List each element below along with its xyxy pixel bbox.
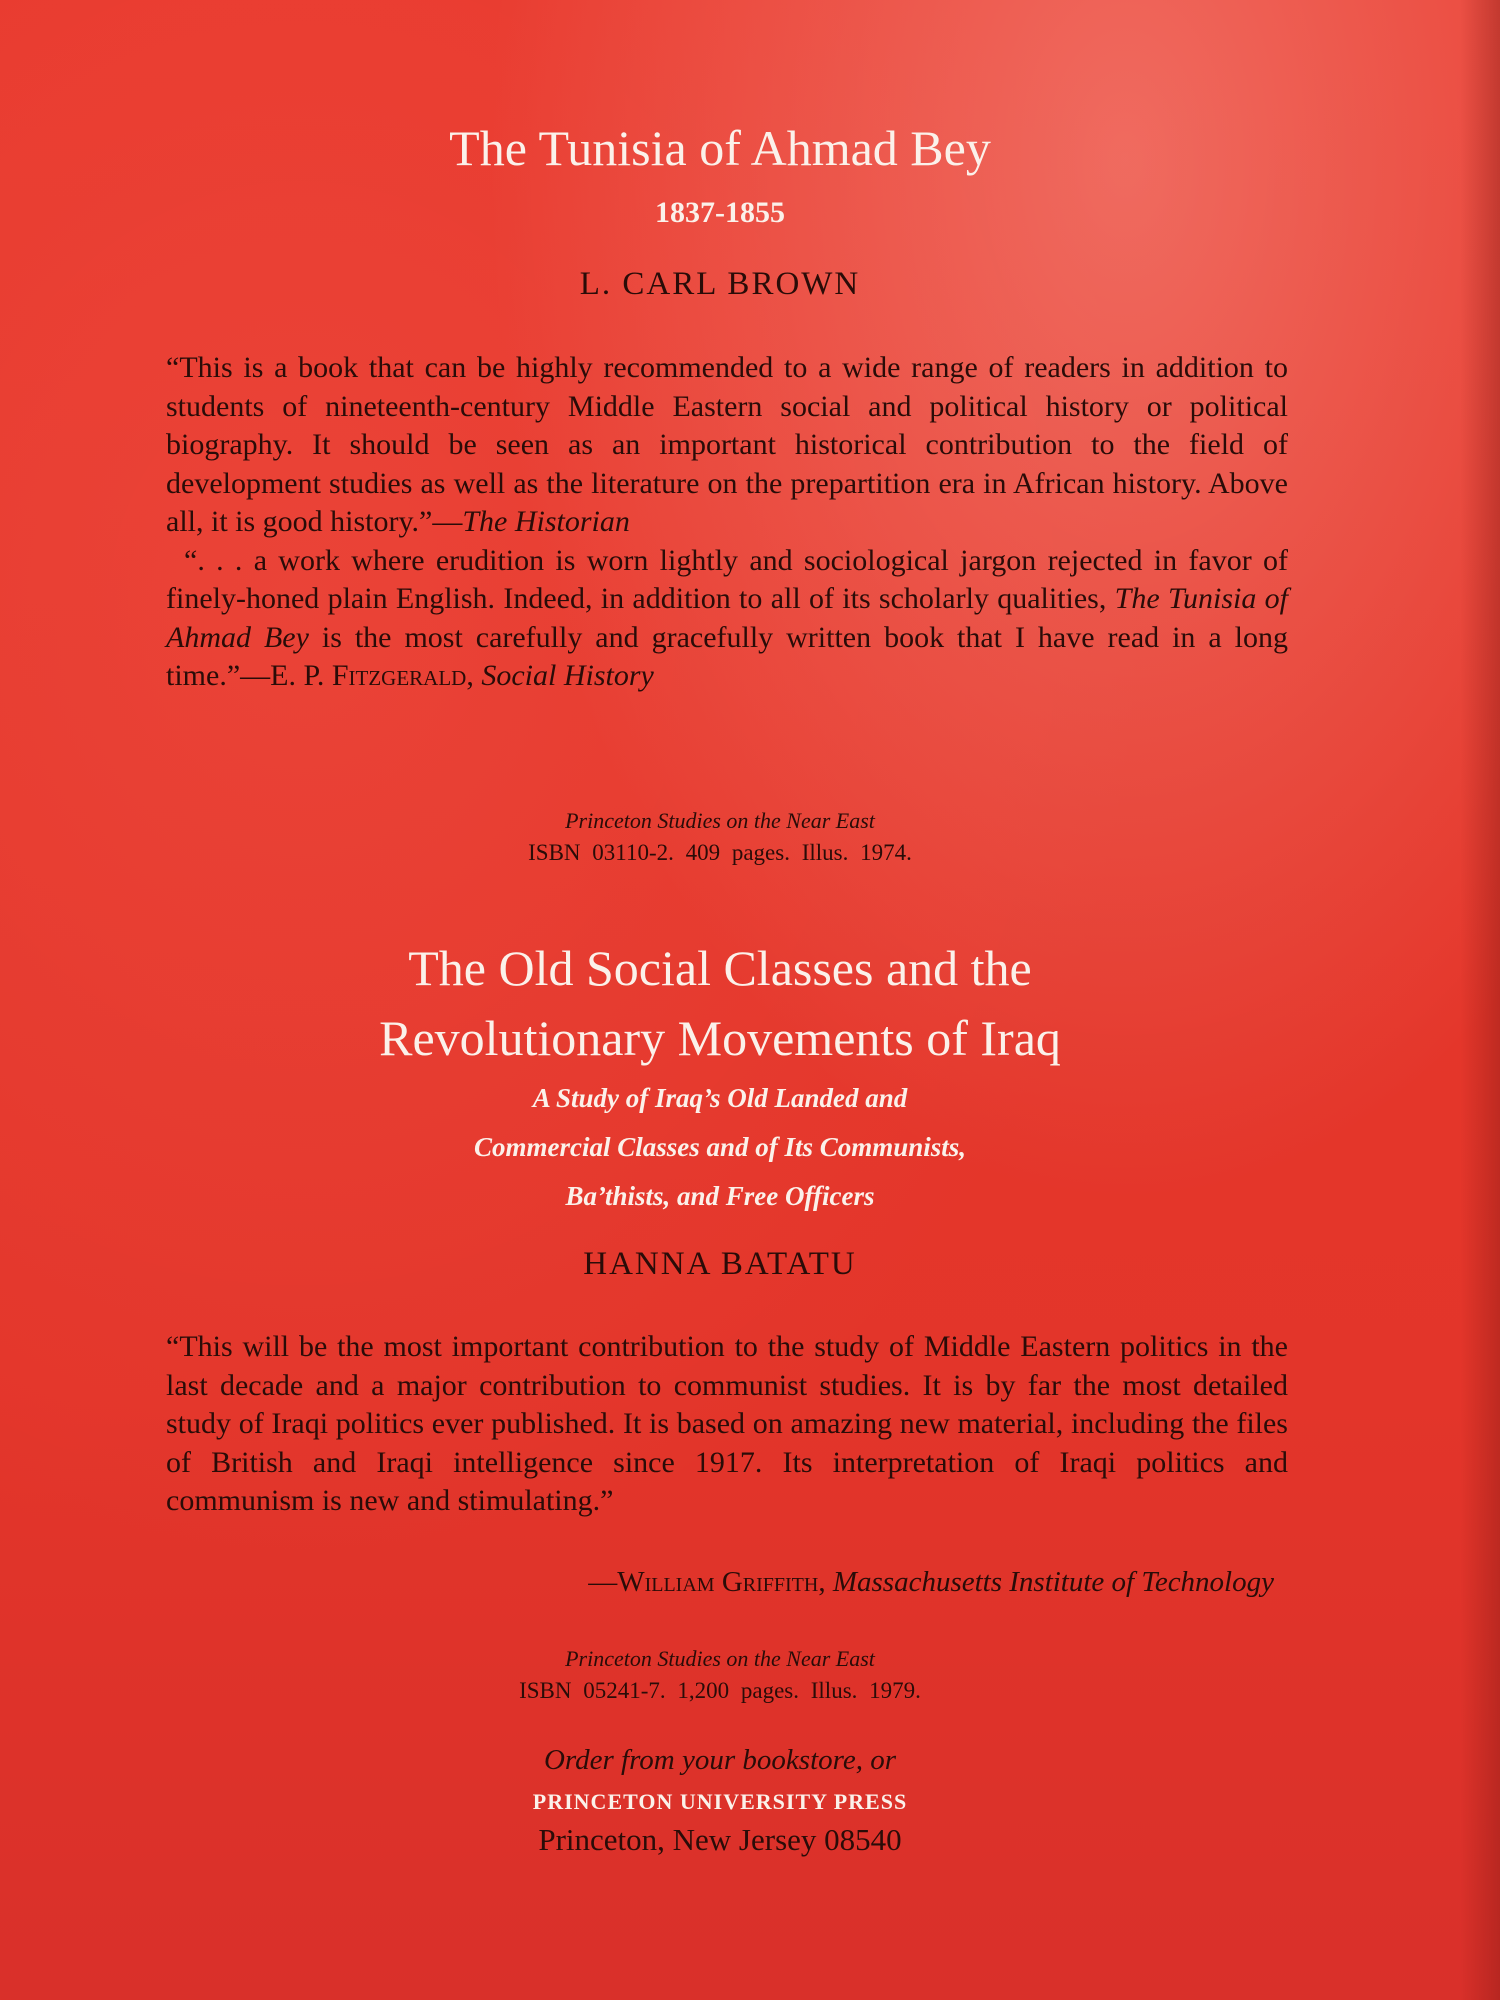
- book2-review: [166, 1328, 1288, 1521]
- book1-review-1-source: The Historian: [462, 505, 630, 538]
- book1-review-2-title: The Tunisia of Ahmad Bey: [166, 582, 1288, 654]
- book2-attrib-dash: —: [588, 1566, 618, 1598]
- book2-isbn: ISBN 05241-7. 1,200 pages. Illus. 1979.: [519, 1678, 921, 1703]
- book2-review-text: “This will be the most important contribution to the study of Middle Eastern politics in the last decade and a major contribution to communist studies. It is by far the most detailed study of Iraqi politics ever published. It is based on amazing new material, including the files of British and Iraqi intelligence since 1917. Its interpretation of Iraqi politics and communism is new and stimulating.”: [166, 1330, 1288, 1517]
- book1-author: L. CARL BROWN: [579, 266, 861, 302]
- book1-reviews: [166, 349, 1288, 696]
- book1-review-2-text-a: “. . . a work where erudition is worn lightly and sociological jargon rejected in favor of finely-honed plain English. Indeed, in addition to all of its scholarly qualities,: [166, 543, 1288, 615]
- book1-isbn: ISBN 03110-2. 409 pages. Illus. 1974.: [528, 840, 912, 865]
- book2-attrib-institution: Massachusetts Institute of Technology: [832, 1566, 1274, 1598]
- book1-review-2-source: Social History: [481, 659, 654, 692]
- book1-review-2: “. . . a work where erudition is worn lightly and sociological jargon rejected in favor of finely-honed plain English. Indeed, in addition to all of its scholarly qualities, The Tunisia of Ahmad Bey is the most carefully and gracefully written book that I have read in a long time.”—E. P. Fitzgerald, Social History: [166, 543, 1288, 692]
- publisher-address: Princeton, New Jersey 08540: [538, 1822, 902, 1857]
- publisher-name: PRINCETON UNIVERSITY PRESS: [532, 1789, 908, 1814]
- book1-review-2-text-b: is the most carefully and gracefully written book that I have read in a long time.”—E. P.: [166, 620, 1288, 692]
- book1-review-1: [166, 349, 1288, 542]
- book1-review-2-reviewer: Fitzgerald: [331, 659, 467, 692]
- book2-subtitle-line3: Ba’thists, and Free Officers: [565, 1181, 875, 1211]
- book1-review-1-text: “This is a book that can be highly recommended to a wide range of readers in addition to students of nineteenth-century Middle Eastern social and political history or political biography. It should be seen as an important historical contribution to the field of development studies as well as the literature on the prepartition era in African history. Above all, it is good history.”—: [166, 351, 1288, 538]
- book2-subtitle-line1: A Study of Iraq’s Old Landed and: [532, 1083, 908, 1113]
- book1-dates: 1837-1855: [655, 196, 785, 229]
- book2-subtitle-line2: Commercial Classes and of Its Communists,: [473, 1132, 967, 1162]
- book2-attrib-name: William Griffith: [617, 1566, 819, 1598]
- book2-review-attribution: —William Griffith, Massachusetts Institute of Technology: [588, 1566, 1274, 1598]
- book2-title-line1: The Old Social Classes and the: [408, 940, 1032, 996]
- book2-author: HANNA BATATU: [583, 1246, 857, 1282]
- cover-edge-shadow: [1460, 0, 1500, 2000]
- book2-series: Princeton Studies on the Near East: [565, 1646, 875, 1671]
- book2-title-line2: Revolutionary Movements of Iraq: [379, 1010, 1061, 1066]
- book1-title: The Tunisia of Ahmad Bey: [449, 120, 991, 176]
- order-line: Order from your bookstore, or: [543, 1744, 896, 1776]
- book1-series: Princeton Studies on the Near East: [565, 808, 875, 833]
